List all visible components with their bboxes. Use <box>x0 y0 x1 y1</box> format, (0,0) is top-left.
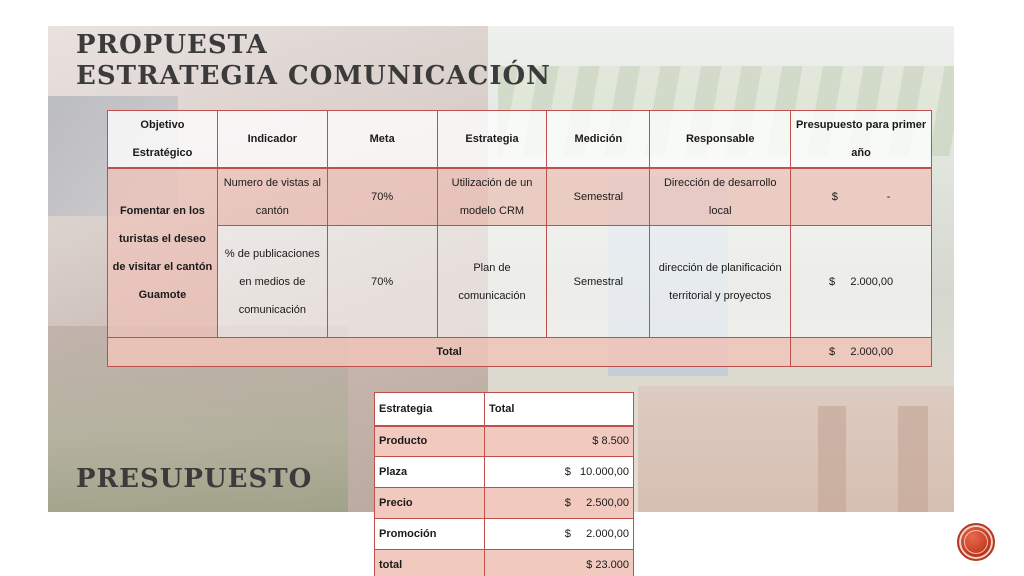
table-row <box>375 550 634 576</box>
table-header-row <box>108 111 932 169</box>
header-total: Total <box>485 393 634 426</box>
estrategia-cell: Utilización de un modelo CRM <box>437 168 547 226</box>
slide-title <box>76 30 551 92</box>
presupuesto-cell: $ 2.000,00 <box>791 226 932 338</box>
circle-icon <box>964 530 988 554</box>
table-row <box>375 519 634 550</box>
budget-header-row <box>375 393 634 426</box>
budget-title: PRESUPUESTO <box>76 464 313 494</box>
estrategia-cell: Plan de comunicación <box>437 226 547 338</box>
objective-cell: Fomentar en los turistas el deseo de visitar el cantón Guamote <box>108 168 218 338</box>
presupuesto-cell: $ - <box>791 168 932 226</box>
budget-table <box>374 392 634 576</box>
budget-value: $ 2.000,00 <box>485 519 634 550</box>
meta-cell: 70% <box>327 168 437 226</box>
strategy-table <box>107 110 932 367</box>
medicion-cell: Semestral <box>547 226 650 338</box>
header-meta: Meta <box>327 111 437 169</box>
table-row <box>108 226 932 338</box>
header-estrategia: Estrategia <box>437 111 547 169</box>
header-indicador: Indicador <box>217 111 327 169</box>
budget-value: $ 8.500 <box>485 426 634 457</box>
budget-value: $ 10.000,00 <box>485 457 634 488</box>
medicion-cell: Semestral <box>547 168 650 226</box>
indicador-cell: Numero de vistas al cantón <box>217 168 327 226</box>
meta-cell: 70% <box>327 226 437 338</box>
budget-value: $ 23.000 <box>485 550 634 576</box>
budget-label: Plaza <box>375 457 485 488</box>
indicador-cell: % de publicaciones en medios de comunicación <box>217 226 327 338</box>
header-responsable: Responsable <box>650 111 791 169</box>
title-line-1: PROPUESTA <box>76 30 268 60</box>
budget-label: total <box>375 550 485 576</box>
responsable-cell: Dirección de desarrollo local <box>650 168 791 226</box>
responsable-cell: dirección de planificación territorial y proyectos <box>650 226 791 338</box>
table-row <box>108 168 932 226</box>
title-line-2: ESTRATEGIA COMUNICACIÓN <box>76 61 551 91</box>
budget-label: Producto <box>375 426 485 457</box>
total-value: $ 2.000,00 <box>791 338 932 367</box>
header-medicion: Medición <box>547 111 650 169</box>
header-presupuesto: Presupuesto para primer año <box>791 111 932 169</box>
table-total-row <box>108 338 932 367</box>
total-label: Total <box>108 338 791 367</box>
budget-label: Promoción <box>375 519 485 550</box>
budget-value: $ 2.500,00 <box>485 488 634 519</box>
header-estrategia: Estrategia <box>375 393 485 426</box>
table-row <box>375 457 634 488</box>
header-objetivo: Objetivo Estratégico <box>108 111 218 169</box>
table-row <box>375 426 634 457</box>
table-row <box>375 488 634 519</box>
next-slide-button[interactable] <box>957 523 995 561</box>
budget-label: Precio <box>375 488 485 519</box>
